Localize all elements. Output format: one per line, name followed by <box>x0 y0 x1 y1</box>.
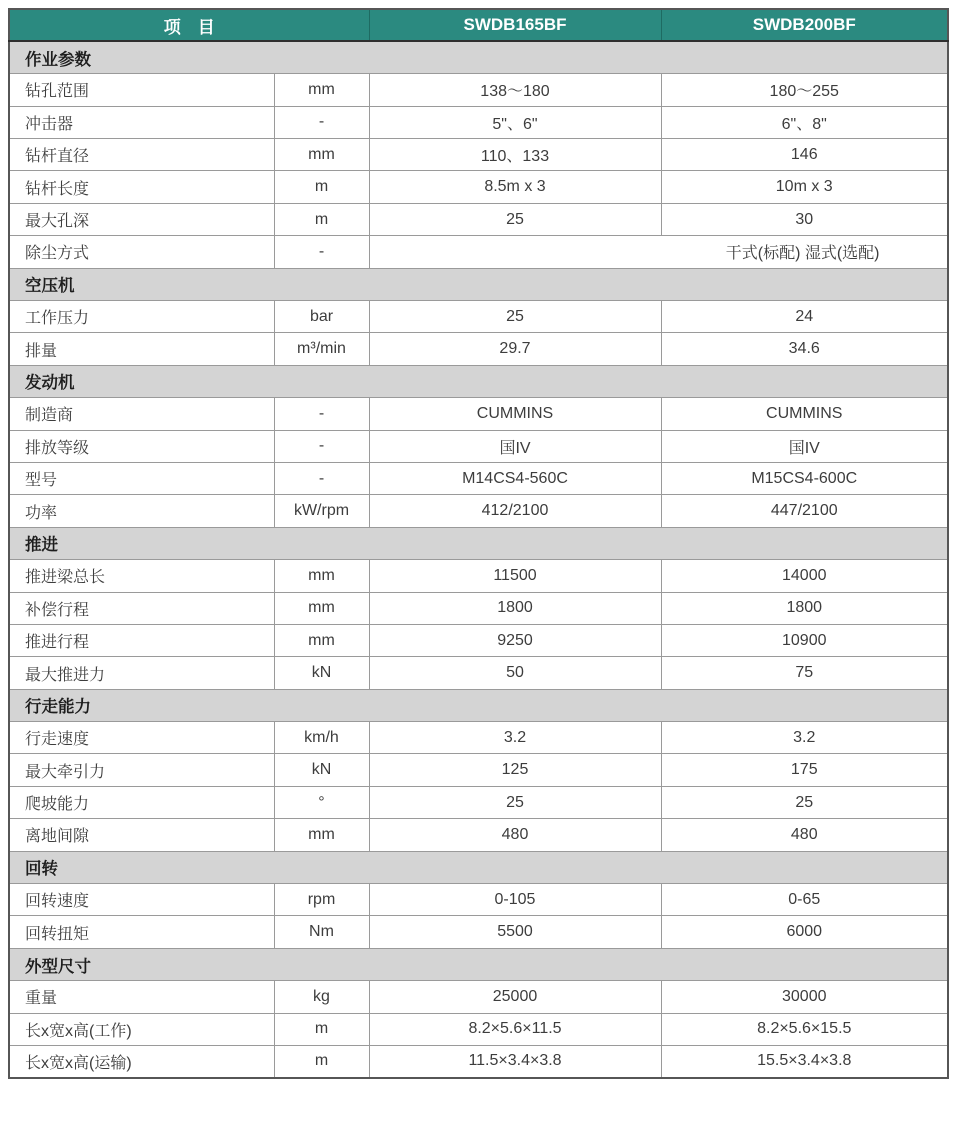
spec-unit-cell: mm <box>274 74 369 106</box>
spec-unit-cell: mm <box>274 139 369 171</box>
spec-unit-cell: kN <box>274 657 369 689</box>
spec-unit-cell: m <box>274 171 369 203</box>
spec-name-cell: 钻杆长度 <box>9 171 274 203</box>
section-title: 推进 <box>9 527 948 559</box>
section-header-row <box>9 527 948 559</box>
spec-row <box>9 301 948 333</box>
section-header-row <box>9 851 948 883</box>
section-title: 回转 <box>9 851 948 883</box>
section-title: 作业参数 <box>9 41 948 73</box>
spec-unit-cell: m <box>274 1013 369 1045</box>
spec-value-cell-2: 447/2100 <box>661 495 948 527</box>
spec-row <box>9 398 948 430</box>
section-header-row <box>9 365 948 397</box>
spec-value-cell-2: 15.5×3.4×3.8 <box>661 1046 948 1078</box>
table-header-row <box>9 9 948 41</box>
spec-table-body <box>9 41 948 1078</box>
spec-row <box>9 916 948 948</box>
spec-row <box>9 560 948 592</box>
spec-name-cell: 回转速度 <box>9 884 274 916</box>
spec-name-cell: 长x宽x高(运输) <box>9 1046 274 1078</box>
spec-value-cell-1: 3.2 <box>369 722 661 754</box>
spec-name-cell: 最大推进力 <box>9 657 274 689</box>
spec-unit-cell: - <box>274 398 369 430</box>
spec-value-cell-1: 25000 <box>369 981 661 1013</box>
spec-row <box>9 657 948 689</box>
spec-unit-cell: - <box>274 106 369 138</box>
spec-value-cell-1: 8.2×5.6×11.5 <box>369 1013 661 1045</box>
spec-value-cell-2: 10m x 3 <box>661 171 948 203</box>
spec-value-cell-1: 412/2100 <box>369 495 661 527</box>
spec-value-cell-2: 30000 <box>661 981 948 1013</box>
spec-unit-cell: - <box>274 462 369 494</box>
spec-name-cell: 冲击器 <box>9 106 274 138</box>
spec-unit-cell: mm <box>274 560 369 592</box>
spec-name-cell: 爬坡能力 <box>9 786 274 818</box>
spec-value-cell-2: 24 <box>661 301 948 333</box>
spec-value-cell-2: M15CS4-600C <box>661 462 948 494</box>
spec-row <box>9 884 948 916</box>
section-header-row <box>9 689 948 721</box>
spec-name-cell: 补偿行程 <box>9 592 274 624</box>
spec-value-cell-1: 50 <box>369 657 661 689</box>
spec-value-cell-1: 国IV <box>369 430 661 462</box>
spec-name-cell: 长x宽x高(工作) <box>9 1013 274 1045</box>
spec-unit-cell: - <box>274 236 369 268</box>
section-title: 空压机 <box>9 268 948 300</box>
spec-row <box>9 139 948 171</box>
spec-value-cell-2: 30 <box>661 203 948 235</box>
spec-name-cell: 最大孔深 <box>9 203 274 235</box>
spec-unit-cell: rpm <box>274 884 369 916</box>
spec-name-cell: 行走速度 <box>9 722 274 754</box>
merged-value-cell <box>369 236 948 268</box>
spec-value-cell-1: 125 <box>369 754 661 786</box>
spec-value-cell-1: 29.7 <box>369 333 661 365</box>
spec-row <box>9 1046 948 1078</box>
spec-value-cell-1: 25 <box>369 786 661 818</box>
spec-unit-cell: m <box>274 1046 369 1078</box>
spec-value-cell-2: 6"、8" <box>661 106 948 138</box>
spec-value-cell-2: 14000 <box>661 560 948 592</box>
spec-row <box>9 462 948 494</box>
spec-value-cell-1: 9250 <box>369 624 661 656</box>
spec-value-cell-1: 0-105 <box>369 884 661 916</box>
merged-value-text: 干式(标配) 湿式(选配) <box>725 245 880 263</box>
spec-value-cell-2: CUMMINS <box>661 398 948 430</box>
spec-value-cell-2: 75 <box>661 657 948 689</box>
section-title: 发动机 <box>9 365 948 397</box>
col-header-item: 项 目 <box>9 9 369 41</box>
spec-unit-cell: m³/min <box>274 333 369 365</box>
spec-row <box>9 786 948 818</box>
spec-value-cell-2: 1800 <box>661 592 948 624</box>
spec-row <box>9 171 948 203</box>
spec-value-cell-1: 25 <box>369 301 661 333</box>
section-title: 外型尺寸 <box>9 948 948 980</box>
spec-name-cell: 排量 <box>9 333 274 365</box>
spec-name-cell: 型号 <box>9 462 274 494</box>
spec-value-cell-2: 175 <box>661 754 948 786</box>
section-title: 行走能力 <box>9 689 948 721</box>
col-header-model-1: SWDB165BF <box>369 9 661 41</box>
spec-name-cell: 工作压力 <box>9 301 274 333</box>
spec-value-cell-1: 1800 <box>369 592 661 624</box>
spec-value-cell-1: 5500 <box>369 916 661 948</box>
spec-unit-cell: bar <box>274 301 369 333</box>
spec-value-cell-1: 480 <box>369 819 661 851</box>
spec-value-cell-1: 110、133 <box>369 139 661 171</box>
spec-value-cell-1: 8.5m x 3 <box>369 171 661 203</box>
section-header-row <box>9 41 948 73</box>
spec-row <box>9 624 948 656</box>
spec-unit-cell: mm <box>274 624 369 656</box>
spec-sheet <box>8 8 949 1079</box>
spec-name-cell: 离地间隙 <box>9 819 274 851</box>
spec-row <box>9 495 948 527</box>
spec-value-cell-2: 180～255 <box>661 74 948 106</box>
spec-name-cell: 推进梁总长 <box>9 560 274 592</box>
spec-name-cell: 钻孔范围 <box>9 74 274 106</box>
spec-value-cell-2: 146 <box>661 139 948 171</box>
spec-name-cell: 排放等级 <box>9 430 274 462</box>
spec-unit-cell: m <box>274 203 369 235</box>
spec-value-cell-1: 25 <box>369 203 661 235</box>
spec-unit-cell: kW/rpm <box>274 495 369 527</box>
spec-unit-cell: kN <box>274 754 369 786</box>
spec-row <box>9 236 948 268</box>
section-header-row <box>9 948 948 980</box>
spec-row <box>9 203 948 235</box>
spec-name-cell: 推进行程 <box>9 624 274 656</box>
spec-row <box>9 592 948 624</box>
spec-table <box>8 8 949 1079</box>
spec-name-cell: 功率 <box>9 495 274 527</box>
spec-name-cell: 钻杆直径 <box>9 139 274 171</box>
spec-unit-cell: mm <box>274 592 369 624</box>
spec-value-cell-2: 3.2 <box>661 722 948 754</box>
spec-unit-cell: Nm <box>274 916 369 948</box>
spec-row <box>9 819 948 851</box>
spec-name-cell: 除尘方式 <box>9 236 274 268</box>
spec-value-cell-1: 11.5×3.4×3.8 <box>369 1046 661 1078</box>
spec-value-cell-1: 138～180 <box>369 74 661 106</box>
spec-row <box>9 430 948 462</box>
spec-value-cell-2: 10900 <box>661 624 948 656</box>
spec-value-cell-1: 5"、6" <box>369 106 661 138</box>
spec-name-cell: 回转扭矩 <box>9 916 274 948</box>
spec-unit-cell: mm <box>274 819 369 851</box>
spec-name-cell: 最大牵引力 <box>9 754 274 786</box>
spec-value-cell-2: 6000 <box>661 916 948 948</box>
col-header-model-2: SWDB200BF <box>661 9 948 41</box>
spec-value-cell-2: 25 <box>661 786 948 818</box>
spec-unit-cell: kg <box>274 981 369 1013</box>
spec-row <box>9 722 948 754</box>
spec-row <box>9 74 948 106</box>
spec-value-cell-1: 11500 <box>369 560 661 592</box>
spec-unit-cell: km/h <box>274 722 369 754</box>
spec-row <box>9 106 948 138</box>
spec-row <box>9 333 948 365</box>
spec-value-cell-1: CUMMINS <box>369 398 661 430</box>
spec-value-cell-2: 34.6 <box>661 333 948 365</box>
spec-value-cell-2: 8.2×5.6×15.5 <box>661 1013 948 1045</box>
spec-row <box>9 1013 948 1045</box>
spec-value-cell-1: M14CS4-560C <box>369 462 661 494</box>
spec-name-cell: 制造商 <box>9 398 274 430</box>
spec-unit-cell: ° <box>274 786 369 818</box>
spec-row <box>9 754 948 786</box>
spec-value-cell-2: 0-65 <box>661 884 948 916</box>
spec-value-cell-2: 480 <box>661 819 948 851</box>
spec-row <box>9 981 948 1013</box>
section-header-row <box>9 268 948 300</box>
spec-name-cell: 重量 <box>9 981 274 1013</box>
spec-unit-cell: - <box>274 430 369 462</box>
spec-value-cell-2: 国IV <box>661 430 948 462</box>
